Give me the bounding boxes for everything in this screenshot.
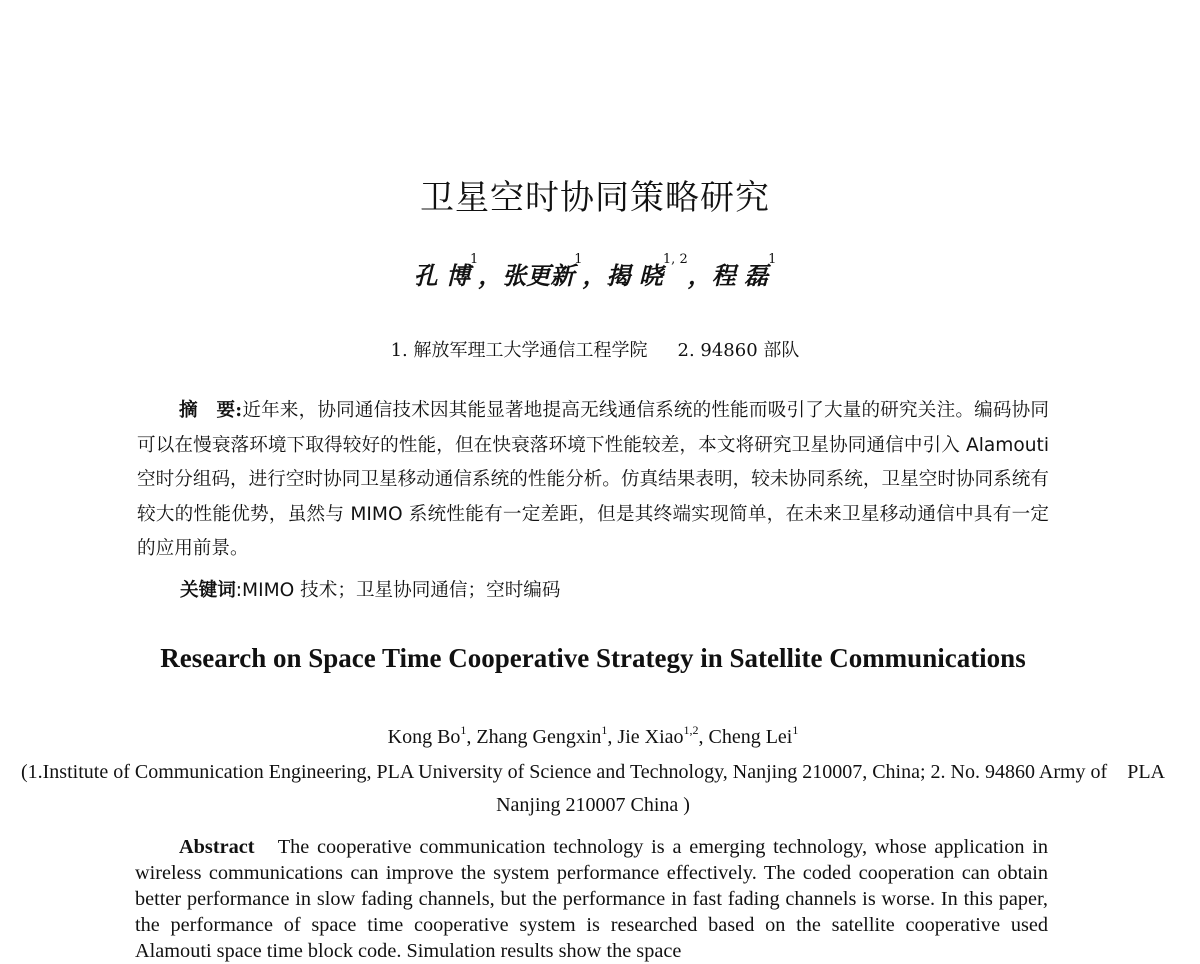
chinese-affiliations [0,336,1190,362]
cn-keywords-text: :MIMO 技术；卫星协同通信；空时编码 [235,580,561,601]
cn-author-separator: ， [582,261,607,290]
en-author-separator: , [607,726,618,748]
en-author-affil-mark: 1,2 [683,723,699,737]
cn-abstract-label: 摘 要: [179,400,243,421]
chinese-abstract [137,394,1049,567]
en-author-affil-mark: 1 [460,723,467,737]
english-title: Research on Space Time Cooperative Strategy in Satellite Communications [160,643,1026,673]
en-author-name: Kong Bo [387,726,461,748]
cn-author-name: 揭 晓 [606,261,663,290]
cn-affiliation-2: 2. 94860 部队 [677,340,800,361]
cn-keywords-label: 关键词 [180,580,236,601]
en-author-separator: , [698,726,709,748]
cn-author-affil-mark: 1 [574,252,583,267]
en-abstract-text: The cooperative communication technology is a emerging technology, whose application in wireless communications can improve the system performance effectively. The coded cooperation can obtain better performance in slow fading channels, but the performance in fast fading channels is worse. In this paper, the performance of space time cooperative system is researched based on the satellite cooperative used Alamouti space time block code. Simulation results show the space [135,836,1048,962]
cn-author-name: 孔 博 [413,261,470,290]
en-author-affil-mark: 1 [601,723,608,737]
cn-abstract-text: 近年来，协同通信技术因其能显著地提高无线通信系统的性能而吸引了大量的研究关注。编码协同可以在慢衰落环境下取得较好的性能，但在快衰落环境下性能较差，本文将研究卫星协同通信中引入 Alamouti 空时分组码，进行空时协同卫星移动通信系统的性能分析。仿真结果表明，较未协同系统，卫星空时协同系统有较大的性能优势，虽然与 MIMO 系统性能有一定差距，但是其终端实现简单，在未来卫星移动通信中具有一定的应用前景。 [137,400,1049,559]
chinese-title: 卫星空时协同策略研究 [420,178,770,218]
english-abstract [135,834,1048,964]
en-abstract-label: Abstract [179,836,255,858]
en-author-separator: , [466,726,477,748]
en-author-name: Zhang Gengxin [476,726,602,748]
cn-author-affil-mark: 1 [768,252,777,267]
cn-affiliation-1: 1. 解放军理工大学通信工程学院 [390,340,648,361]
cn-author-separator: ， [478,261,503,290]
cn-author-separator: ， [687,261,712,290]
en-author-name: Jie Xiao [617,726,684,748]
chinese-keywords [180,576,561,602]
cn-author-affil-mark: 1 [469,252,479,267]
english-authors [0,723,1186,749]
cn-author-name: 张更新 [502,261,575,290]
cn-author-affil-mark: 1, 2 [662,252,688,267]
cn-author-name: 程 磊 [711,261,769,290]
chinese-authors [0,252,1190,291]
english-affiliation: (1.Institute of Communication Engineering, PLA University of Science and Technology, Nanjing 210007, China; 2. No. 94860 Army of PLA Nanjing 210007 China ) [20,761,1165,816]
en-author-name: Cheng Lei [708,726,793,748]
en-author-affil-mark: 1 [792,723,799,737]
